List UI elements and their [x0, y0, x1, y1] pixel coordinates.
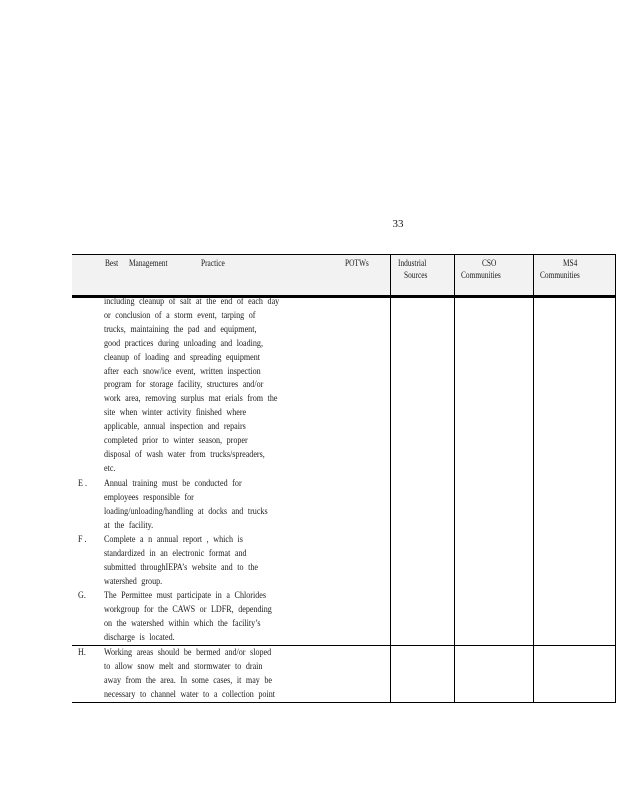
text-line: loading/unloading/handling at docks and trucks: [104, 506, 268, 517]
text-line: after each snow/ice event, written inspection: [104, 366, 261, 377]
row-d-continued-text: [104, 296, 334, 477]
header-industrial: Industrial: [398, 258, 427, 268]
header-bmp-practice: Practice: [201, 258, 225, 268]
column-divider: [454, 254, 455, 703]
text-line: good practices during unloading and loading,: [104, 338, 263, 349]
text-line: The Permittee must participate in a Chlorides: [104, 591, 266, 601]
text-line: standardized in an electronic format and: [104, 548, 247, 559]
text-line: Complete a n annual report , which is: [104, 535, 243, 545]
row-label-e: E .: [78, 479, 87, 489]
table-right-border: [615, 254, 616, 703]
row-label-g: G.: [78, 591, 86, 601]
text-line: work area, removing surplus mat erials from the: [104, 394, 278, 405]
header-bmp-best: Best: [105, 258, 119, 268]
text-line: completed prior to winter season, proper: [104, 436, 248, 447]
text-line: Working areas should be bermed and/or sloped: [104, 648, 272, 658]
header-industrial-sources: Sources: [404, 270, 428, 280]
text-line: program for storage facility, structures and/or: [104, 380, 264, 391]
text-line: Annual training must be conducted for: [104, 479, 242, 489]
text-line: on the watershed within which the facility’s: [104, 618, 261, 629]
text-line: workgroup for the CAWS or LDFR, depending: [104, 604, 272, 615]
text-line: watershed group.: [104, 576, 163, 587]
text-line: to allow snow melt and stormwater to drain: [104, 661, 263, 672]
text-line: away from the area. In some cases, it may be: [104, 675, 273, 686]
column-divider: [390, 254, 391, 703]
text-line: applicable, annual inspection and repairs: [104, 422, 246, 433]
row-label-h: H.: [78, 648, 86, 658]
column-divider: [533, 254, 534, 703]
text-line: discharge is located.: [104, 632, 175, 643]
row-e-text: [104, 478, 334, 534]
text-line: disposal of wash water from trucks/spreaders,: [104, 449, 265, 460]
text-line: employees responsible for: [104, 492, 194, 503]
header-cso: CSO: [482, 258, 497, 268]
header-bmp-management: Management: [129, 258, 168, 268]
header-potws: POTWs: [345, 258, 369, 268]
text-line: trucks, maintaining the pad and equipment,: [104, 324, 257, 335]
text-line: necessary to channel water to a collection point: [104, 689, 275, 700]
text-line: or conclusion of a storm event, tarping of: [104, 310, 256, 321]
row-label-f: F .: [78, 535, 87, 545]
text-line: at the facility.: [104, 520, 154, 531]
table-top-border: [72, 254, 616, 255]
row-g-text: [104, 590, 334, 646]
header-ms4-communities: Communities: [540, 270, 580, 280]
row-h-text: [104, 647, 334, 703]
text-line: including cleanup of salt at the end of each day: [104, 297, 280, 307]
page-number: 33: [392, 218, 404, 230]
header-ms4: MS4: [563, 258, 578, 268]
text-line: site when winter activity finished where: [104, 408, 247, 419]
text-line: etc.: [104, 463, 116, 474]
text-line: submitted throughIEPA’s website and to the: [104, 562, 258, 573]
text-line: cleanup of loading and spreading equipment: [104, 352, 261, 363]
header-cso-communities: Communities: [461, 270, 501, 280]
row-f-text: [104, 534, 334, 590]
